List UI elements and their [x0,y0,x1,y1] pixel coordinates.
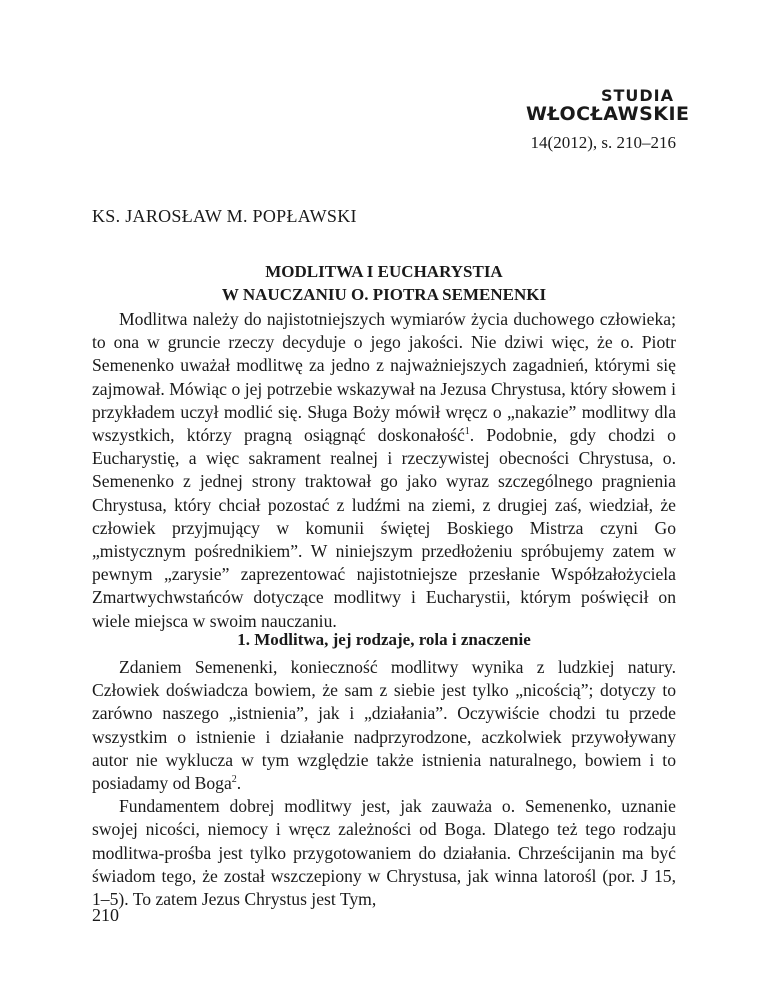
title-line-1: MODLITWA I EUCHARYSTIA [265,262,503,281]
section-heading: 1. Modlitwa, jej rodzaje, rola i znaczenie [237,630,531,649]
logo-top-text: STUDIA [600,86,674,105]
section-body [92,656,676,911]
author-name: KS. JAROSŁAW M. POPŁAWSKI [92,206,357,226]
footnote-ref-2: 2 [231,774,237,786]
section-para1-text: Zdaniem Semenenki, konieczność modlitwy wynika z ludzkiej natury. Człowiek doświadcza bowiem, że sam z siebie jest tylko „nicością”; dotyczy to zarówno naszego „istnienia”, jak i „działania”. Oczywiście chodzi tu przede wszystkim o istnienie i działanie nadprzyrodzone, aczkolwiek przywoływany autor nie wyklucza w tym względzie także istnienia naturalnego, bowiem i to posiadamy od Boga [92,657,676,794]
journal-logo [526,86,690,128]
title-line-2: W NAUCZANIU O. PIOTRA SEMENENKI [221,285,547,304]
section-paragraph-1 [92,656,676,795]
section-para1-end: . [236,773,242,794]
intro-text-part1: Modlitwa należy do najistotniejszych wymiarów życia duchowego człowieka; to ona w gruncie rzeczy decyduje o jego jakości. Nie dziwi więc, że o. Piotr Semenenko uważał modlitwę za jedno z najważniejszych zagadnień, którymi się zajmował. Mówiąc o jej potrzebie wskazywał na Jezusa Chrystusa, który słowem i przykładem uczył modlić się. Sługa Boży mówił wręcz o „nakazie” modlitwy dla wszystkich, którzy pragną osiągnąć doskonałość [92,309,676,446]
intro-section [92,308,676,633]
article-title [92,260,676,306]
journal-reference: 14(2012), s. 210–216 [530,133,676,152]
footnote-ref-1: 1 [464,426,470,438]
logo-bottom-text: WŁOCŁAWSKIE [526,103,690,125]
intro-text-part2: . Podobnie, gdy chodzi o Eucharystię, a więc sakrament realnej i rzeczywistej obecności Chrystusa, o. Semenenko z jednej strony traktował go jako wyraz szczególnego pragnienia Chrystusa, który chciał pozostać z ludźmi na ziemi, z drugiej zaś, wiedział, że człowiek przyjmujący w komunii świętej Boskiego Mistrza czyni Go „mistycznym pośrednikiem”. W niniejszym przedłożeniu spróbujemy zatem w pewnym „zarysie” zaprezentować najistotniejsze przesłanie Współzałożyciela Zmartwychwstańców dotyczące modlitwy i Eucharystii, którym poświęcił on wiele miejsca w swoim nauczaniu. [92,425,676,631]
page-number: 210 [92,905,119,925]
intro-paragraph [92,308,676,633]
section-paragraph-2: Fundamentem dobrej modlitwy jest, jak zauważa o. Semenenko, uznanie swojej nicości, niemocy i wręcz zależności od Boga. Dlatego też tego rodzaju modlitwa-prośba jest tylko przygotowaniem do działania. Chrześcijanin ma być świadom tego, że został wszczepiony w Chrystusa, jak winna latorośl (por. J 15, 1–5). To zatem Jezus Chrystus jest Tym, [92,796,676,910]
